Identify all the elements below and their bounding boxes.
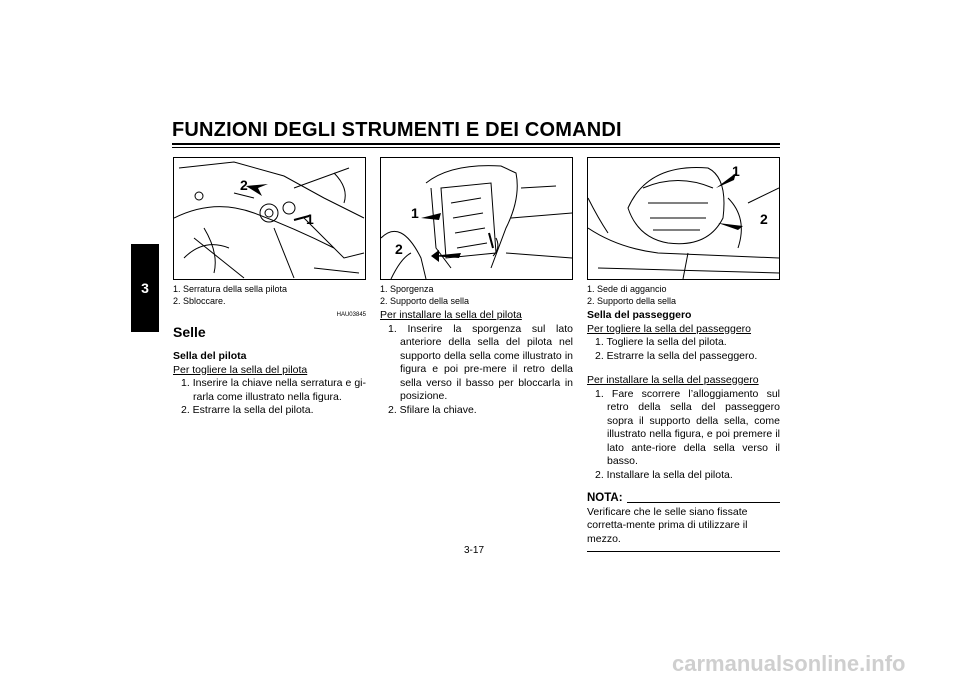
step-item: 2. Estrarre la sella del pilota. [181,404,314,416]
remove-passenger-seat-title: Per togliere la sella del passeggero [587,322,752,335]
nota-rule [627,502,780,503]
nota-bottom-rule [587,551,780,552]
page-title: FUNZIONI DEGLI STRUMENTI E DEI COMANDI [172,119,622,141]
figure-1-callout-1: 1 [306,211,314,227]
subheading-passenger-seat: Sella del passeggero [587,309,692,321]
install-passenger-seat-title: Per installare la sella del passeggero [587,374,759,386]
step-item: 1. Togliere la sella del pilota. [595,336,727,348]
figure-2-callout-1: 1 [411,205,419,221]
caption-line: 2. Supporto della sella [587,295,677,306]
step-item: 2. Installare la sella del pilota. [595,468,733,481]
chapter-number: 3 [141,280,149,296]
step-item: 1. Inserire la chiave nella serratura e gi-rarla come illustrato nella figura. [181,377,366,403]
column-1 [173,309,366,418]
figure-passenger-seat [587,157,780,280]
column-2 [380,309,573,417]
page-number: 3-17 [464,545,485,556]
caption-line: 1. Sede di aggancio [587,284,667,294]
remove-rider-seat-title: Per togliere la sella del pilota [173,363,308,376]
nota-header [587,492,780,506]
figure-rider-seat-install [380,157,573,280]
title-rule [172,143,780,145]
install-rider-seat-title: Per installare la sella del pilota [380,309,522,321]
watermark-text: carmanualsonline.info [672,651,906,676]
figure-3-caption [587,284,787,307]
subheading-rider-seat: Sella del pilota [173,350,247,362]
figure-3-illustration [588,158,779,279]
caption-line: 1. Sporgenza [380,284,434,294]
title-rule-thin [172,147,780,148]
caption-line: 2. Sbloccare. [173,295,226,306]
figure-2-illustration [381,158,572,279]
figure-2-callout-2: 2 [395,241,403,257]
figure-3-callout-2: 2 [760,211,768,227]
nota-text: Verificare che le selle siano fissate corretta-mente prima di utilizzare il mezzo. [587,505,748,545]
step-item: 1. Inserire la sporgenza sul lato anteriore della sella del pilota nel supporto della sella come illustrato in figura e poi pre-mere il retro della sella verso il basso per bloccarla in posizione. [388,322,573,402]
chapter-tab [131,244,159,332]
nota-label: NOTA: [587,492,623,504]
step-item: 1. Fare scorrere l’alloggiamento sul retro della sella del passeggero sopra il supporto della sella, come illustrato nella figura, e poi premere il lato ante-riore della sella verso il basso. [595,387,780,467]
figure-1-illustration [174,158,365,279]
section-code: HAU03845 [336,312,366,318]
section-heading: Selle [173,323,206,340]
figure-rider-seat-lock [173,157,366,280]
caption-line: 2. Supporto della sella [380,295,470,306]
figure-3-callout-1: 1 [732,163,740,179]
column-3 [587,309,780,552]
figure-2-caption [380,284,580,307]
caption-line: 1. Serratura della sella pilota [173,284,288,294]
step-item: 2. Estrarre la sella del passeggero. [595,349,758,362]
step-item: 2. Sfilare la chiave. [388,403,477,416]
figure-1-caption [173,284,373,307]
figure-1-callout-2: 2 [240,177,248,193]
